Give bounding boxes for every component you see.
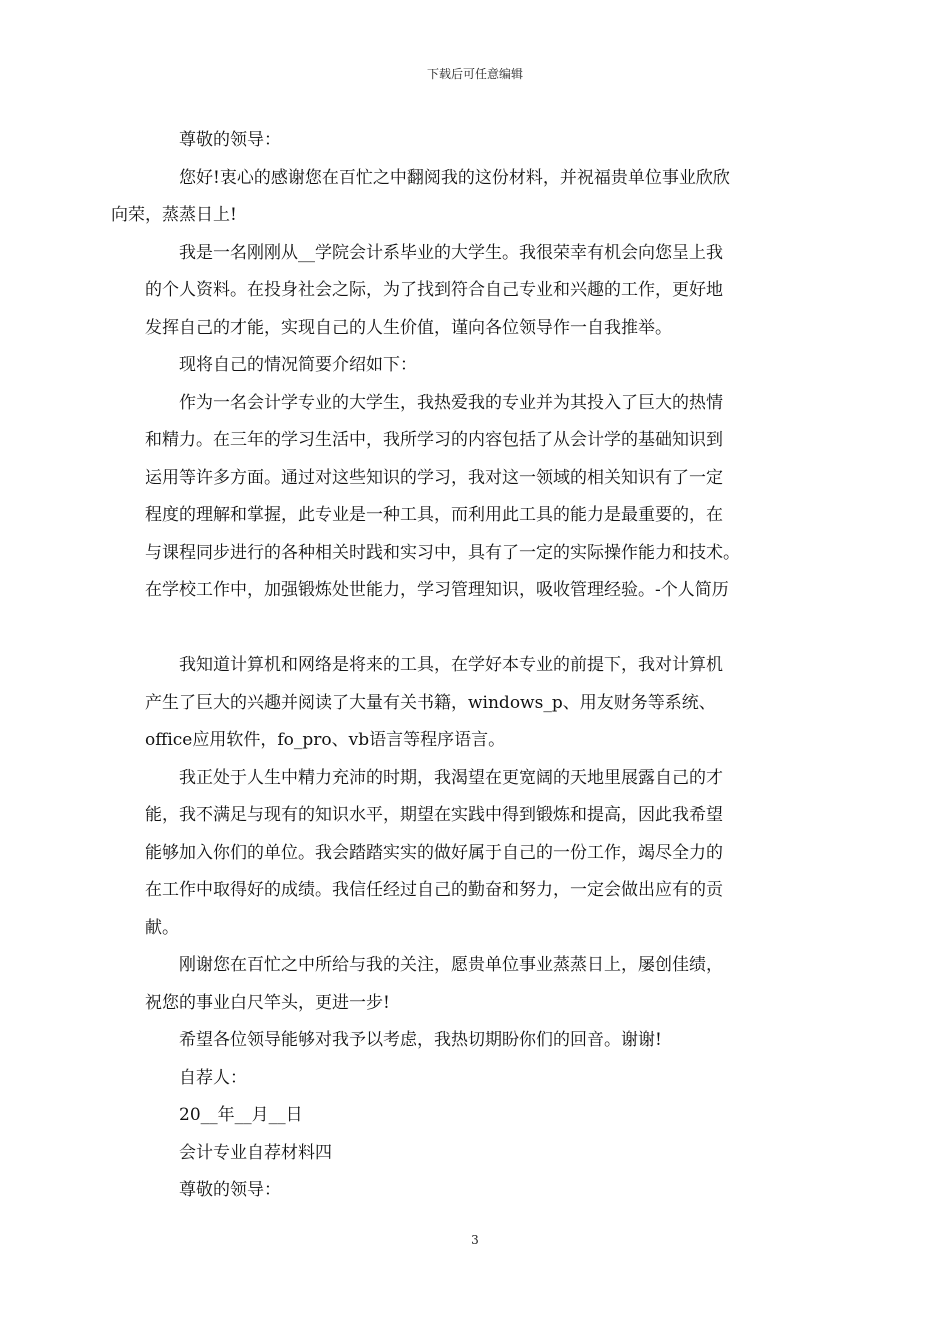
text-line: 的个人资料。在投身社会之际，为了找到符合自己专业和兴趣的工作，更好地 [145, 280, 723, 300]
text-line: 与课程同步进行的各种相关时践和实习中，具有了一定的实际操作能力和技术。 [145, 542, 740, 563]
text-line: 您好!衷心的感谢您在百忙之中翻阅我的这份材料，并祝福贵单位事业欣欣 [179, 167, 730, 188]
section-title [145, 1135, 815, 1173]
text-line: 产生了巨大的兴趣并阅读了大量有关书籍，windows_p、用友财务等系统、 [145, 692, 716, 713]
text-line: 和精力。在三年的学习生活中，我所学习的内容包括了从会计学的基础知识到 [145, 430, 723, 450]
text-line: 我知道计算机和网络是将来的工具，在学好本专业的前提下，我对计算机 [179, 655, 723, 675]
text-line: 尊敬的领导： [179, 1180, 281, 1200]
salutation-2 [145, 1172, 815, 1210]
aspiration-paragraph [145, 760, 815, 948]
text-line: 作为一名会计学专业的大学生，我热爱我的专业并为其投入了巨大的热情 [179, 392, 723, 413]
salutation [145, 122, 815, 160]
page-footer [0, 1232, 950, 1248]
signature-label [145, 1060, 815, 1098]
closing-paragraph [145, 1022, 815, 1060]
thanks-paragraph [145, 947, 815, 1022]
greeting-paragraph [111, 160, 815, 235]
header-text: 下载后可任意编辑 [426, 67, 523, 81]
page-header [0, 66, 950, 82]
text-line: 程度的理解和掌握，此专业是一种工具，而利用此工具的能力是最重要的，在 [145, 505, 723, 525]
text-line: 祝您的事业白尺竿头，更进一步! [145, 992, 390, 1013]
study-paragraph [145, 385, 815, 610]
document-body [111, 122, 815, 1210]
text-line: 发挥自己的才能，实现自己的人生价值，谨向各位领导作一自我推举。 [145, 317, 672, 338]
computer-skills-paragraph [145, 647, 815, 760]
text-line: 现将自己的情况简要介绍如下： [179, 355, 417, 375]
text-line: 我是一名刚刚从__学院会计系毕业的大学生。我很荣幸有机会向您呈上我 [179, 242, 723, 263]
text-line: 自荐人： [179, 1067, 247, 1088]
text-line: 尊敬的领导： [179, 130, 281, 150]
text-line: office应用软件，fo_pro、vb语言等程序语言。 [145, 730, 506, 750]
text-line: 希望各位领导能够对我予以考虑，我热切期盼你们的回音。谢谢! [179, 1030, 662, 1050]
text-line: 能，我不满足与现有的知识水平，期望在实践中得到锻炼和提高，因此我希望 [145, 805, 723, 825]
text-line: 刚谢您在百忙之中所给与我的关注，愿贵单位事业蒸蒸日上，屡创佳绩， [179, 955, 723, 975]
date-line [145, 1097, 815, 1135]
overview-paragraph [145, 347, 815, 385]
text-line: 向荣，蒸蒸日上! [111, 205, 237, 225]
text-line: 我正处于人生中精力充沛的时期，我渴望在更宽阔的天地里展露自己的才 [179, 767, 723, 788]
text-line: 能够加入你们的单位。我会踏踏实实的做好属于自己的一份工作，竭尽全力的 [145, 842, 723, 863]
text-line: 在学校工作中，加强锻炼处世能力，学习管理知识，吸收管理经验。-个人简历 [145, 580, 729, 600]
text-line: 在工作中取得好的成绩。我信任经过自己的勤奋和努力，一定会做出应有的贡 [145, 880, 723, 900]
page-number: 3 [471, 1233, 479, 1247]
text-line: 20__年__月__日 [179, 1105, 303, 1125]
text-line: 会计专业自荐材料四 [179, 1142, 332, 1163]
text-line: 运用等许多方面。通过对这些知识的学习，我对这一领域的相关知识有了一定 [145, 467, 723, 488]
intro-paragraph [145, 235, 815, 348]
text-line: 献。 [145, 917, 179, 938]
